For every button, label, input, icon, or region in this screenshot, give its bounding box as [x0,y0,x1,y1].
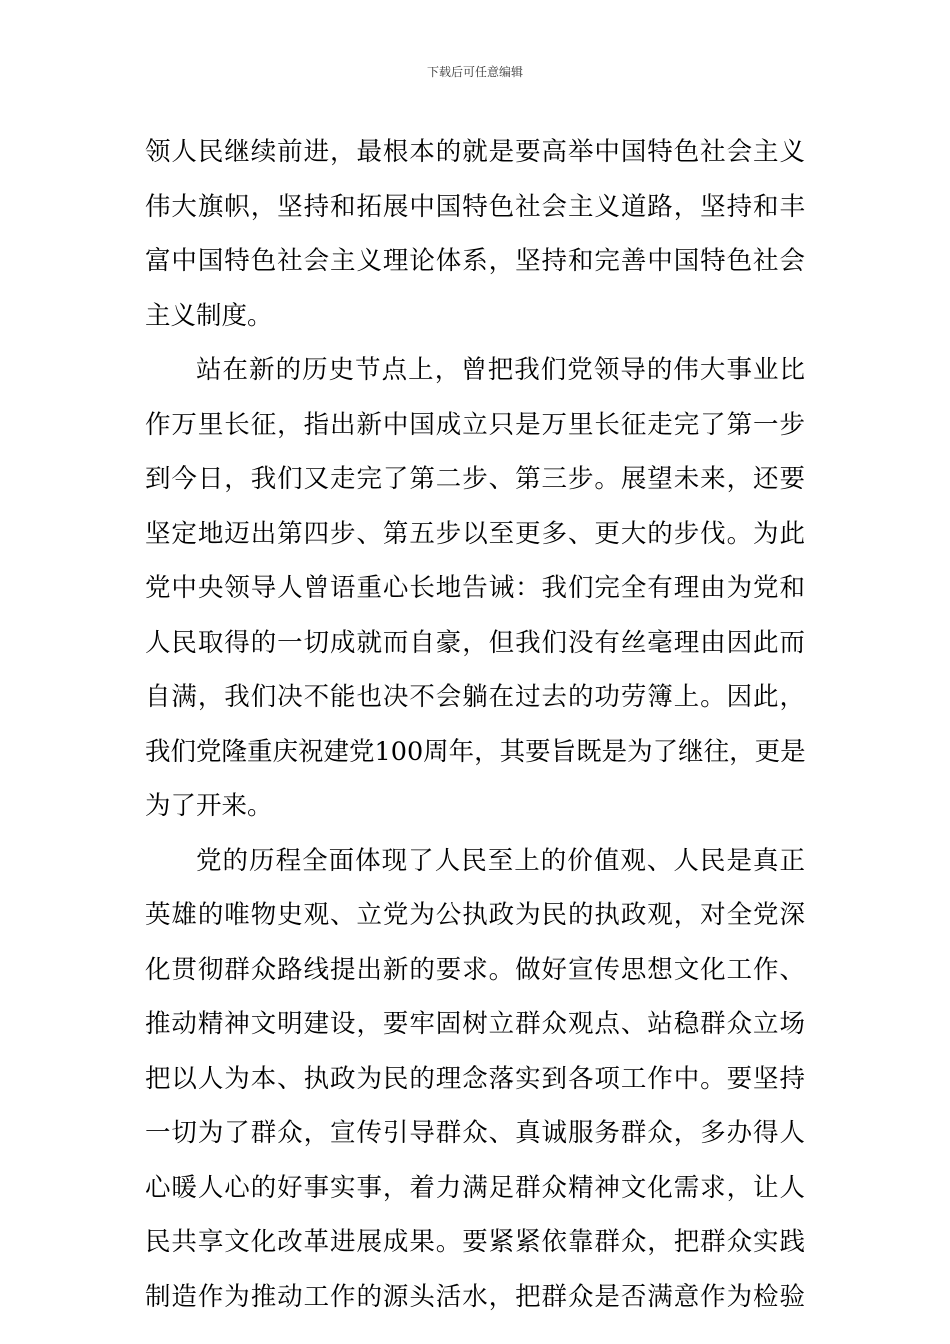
paragraph-1 [145,125,805,343]
text-line: 坚定地迈出第四步、第五步以至更多、更大的步伐。为此 [145,518,805,549]
document-body [145,125,805,1324]
text-line: 推动精神文明建设，要牢固树立群众观点、站稳群众立场 [145,1009,805,1039]
text-line: 富中国特色社会主义理论体系，坚持和完善中国特色社会 [145,246,805,276]
text-line: 民共享文化改革进展成果。要紧紧依靠群众，把群众实践 [145,1227,805,1257]
paragraph-2 [145,343,805,834]
text-line: 我们党隆重庆祝建党100周年，其要旨既是为了继往，更是 [145,736,806,767]
text-line: 伟大旗帜，坚持和拓展中国特色社会主义道路，坚持和丰 [145,191,805,222]
text-line: 站在新的历史节点上，曾把我们党领导的伟大事业比 [196,355,805,385]
text-line: 把以人为本、执政为民的理念落实到各项工作中。要坚持 [145,1063,805,1094]
text-line: 一切为了群众，宣传引导群众、真诚服务群众，多办得人 [145,1118,805,1148]
text-line: 党的历程全面体现了人民至上的价值观、人民是真正 [196,845,805,876]
text-line: 为了开来。 [145,791,273,821]
paragraph-3 [145,834,805,1325]
text-line: 英雄的唯物史观、立党为公执政为民的执政观，对全党深 [145,900,805,930]
text-line: 化贯彻群众路线提出新的要求。做好宣传思想文化工作、 [145,954,805,985]
text-line: 领人民继续前进，最根本的就是要高举中国特色社会主义 [145,137,805,167]
text-line: 心暖人心的好事实事，着力满足群众精神文化需求，让人 [145,1172,805,1203]
text-line: 制造作为推动工作的源头活水，把群众是否满意作为检验 [145,1281,805,1312]
text-line: 主义制度。 [145,300,273,331]
page-header-note: 下载后可任意编辑 [426,65,523,79]
text-line: 到今日，我们又走完了第二步、第三步。展望未来，还要 [145,464,805,494]
text-line: 自满，我们决不能也决不会躺在过去的功劳簿上。因此， [145,682,805,712]
text-line: 作万里长征，指出新中国成立只是万里长征走完了第一步 [145,409,805,440]
text-line: 人民取得的一切成就而自豪，但我们没有丝毫理由因此而 [145,627,805,658]
text-line: 党中央领导人曾语重心长地告诫：我们完全有理由为党和 [145,573,805,603]
